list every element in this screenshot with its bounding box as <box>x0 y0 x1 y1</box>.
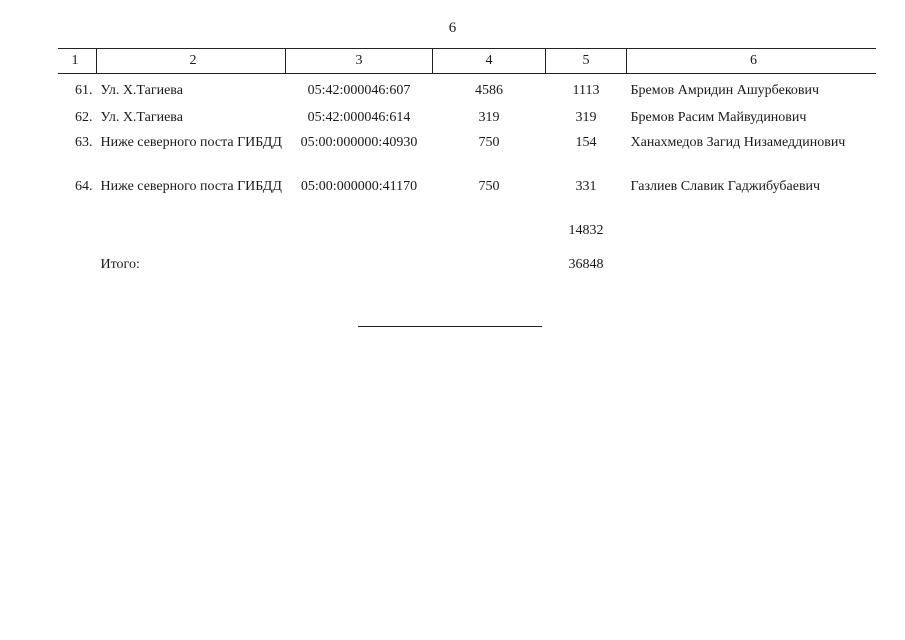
row-value: 154 <box>575 135 597 150</box>
total-value: 36848 <box>568 257 604 272</box>
row-number: 64. <box>75 179 93 194</box>
closing-divider-line <box>358 326 542 327</box>
row-street: Ниже северного поста ГИБДД <box>100 135 282 150</box>
row-cadastral-number: 05:42:000046:607 <box>307 83 411 98</box>
column-header-6: 6 <box>627 49 877 74</box>
row-cadastral-number: 05:00:000000:40930 <box>300 135 418 150</box>
row-street: Ниже северного поста ГИБДД <box>100 179 282 194</box>
table-row <box>58 74 876 110</box>
table-row <box>58 134 876 178</box>
total-label: Итого: <box>100 257 140 272</box>
row-value: 331 <box>575 179 597 194</box>
row-area: 750 <box>478 179 500 194</box>
row-owner: Бремов Расим Майвудинович <box>630 110 807 125</box>
table-header-row <box>58 49 876 74</box>
subtotal-row <box>58 222 876 256</box>
column-header-5: 5 <box>546 49 627 74</box>
row-street: Ул. Х.Тагиева <box>100 110 183 125</box>
total-row <box>58 256 876 276</box>
row-cadastral-number: 05:00:000000:41170 <box>300 179 418 194</box>
column-header-2: 2 <box>97 49 286 74</box>
row-value: 1113 <box>572 83 600 98</box>
row-number: 61. <box>75 83 93 98</box>
table-row <box>58 109 876 134</box>
land-plots-table <box>58 48 876 276</box>
subtotal-value: 14832 <box>568 223 604 238</box>
page-number: 6 <box>448 20 457 36</box>
row-owner: Газлиев Славик Гаджибубаевич <box>630 179 821 194</box>
row-value: 319 <box>575 110 597 125</box>
row-area: 4586 <box>475 83 503 98</box>
row-owner: Ханахмедов Загид Низамеддинович <box>630 135 846 150</box>
row-number: 62. <box>75 110 93 125</box>
row-owner: Бремов Амридин Ашурбекович <box>630 83 820 98</box>
row-street: Ул. Х.Тагиева <box>100 83 183 98</box>
row-cadastral-number: 05:42:000046:614 <box>307 110 411 125</box>
column-header-1: 1 <box>58 49 97 74</box>
column-header-4: 4 <box>433 49 546 74</box>
column-header-3: 3 <box>286 49 433 74</box>
row-area: 319 <box>478 110 500 125</box>
row-number: 63. <box>75 135 93 150</box>
table-row <box>58 178 876 222</box>
row-area: 750 <box>478 135 500 150</box>
